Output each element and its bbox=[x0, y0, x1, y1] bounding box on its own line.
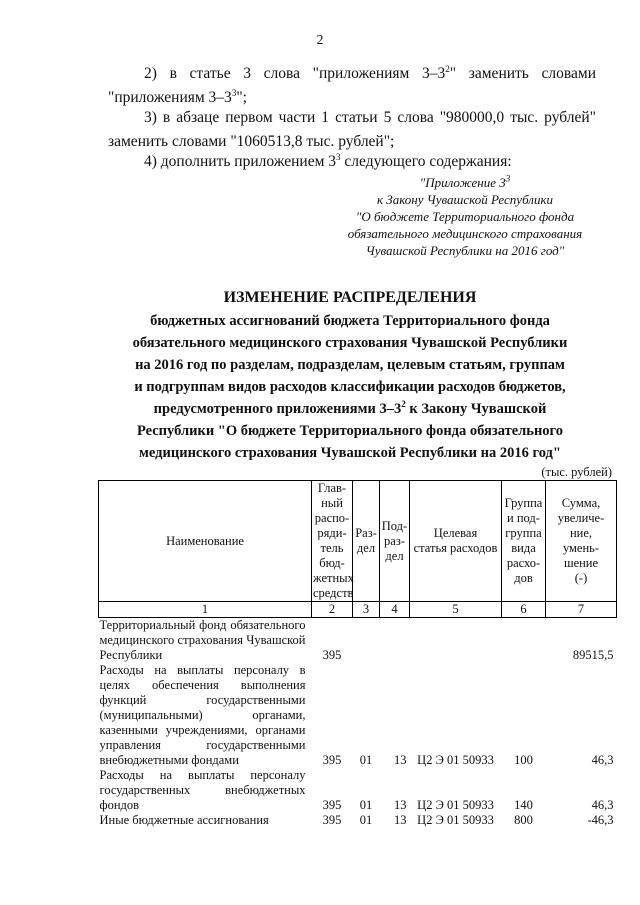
paragraph-amendment-2 bbox=[108, 62, 596, 110]
subtitle-line-4: и подгруппам видов расходов классификации расходов бюджетов, bbox=[134, 379, 566, 395]
amendment-4-text-a: 4) дополнить приложением 3 bbox=[144, 153, 337, 170]
amendment-4-text-b: следующего содержания: bbox=[340, 153, 512, 170]
row-razdel: 01 bbox=[359, 753, 373, 767]
subtitle-line-5-b: к Закону Чувашской bbox=[405, 401, 547, 417]
header-podrazdel-line: дел bbox=[385, 548, 404, 563]
header-name: Наименование bbox=[99, 481, 312, 602]
row-razdel: 01 bbox=[359, 798, 373, 812]
subtitle-line-5 bbox=[100, 398, 600, 420]
column-number: 5 bbox=[410, 602, 502, 618]
header-grbs-line: Глав- bbox=[317, 481, 347, 495]
column-number: 3 bbox=[353, 602, 380, 618]
amendment-2-text-c: "; bbox=[236, 89, 247, 106]
header-grbs-line: ный bbox=[321, 496, 343, 510]
column-number: 4 bbox=[380, 602, 410, 618]
row-name: Расходы на выплаты персоналу в целях обеспечения выполнения функций государственными (муниципальными) органами, казенными учреждениями, органами управления государственными внебюджетными фондами bbox=[99, 663, 306, 767]
appendix-header bbox=[320, 174, 610, 259]
subtitle-line-5-a: предусмотренного приложениями 3–3 bbox=[153, 401, 402, 417]
header-group-line: расхо- bbox=[506, 556, 541, 570]
table-header-row bbox=[99, 481, 617, 602]
subtitle-line-2: обязательного медицинского страхования Чувашской Республики bbox=[132, 335, 568, 351]
amendment-2-text-a: 2) в статье 3 слова "приложениям 3–3 bbox=[144, 65, 446, 82]
row-group: 100 bbox=[514, 753, 533, 767]
document-subtitle bbox=[100, 310, 600, 464]
amendment-4-sup: 3 bbox=[336, 151, 341, 162]
budget-table bbox=[98, 480, 617, 828]
table-row bbox=[99, 618, 617, 664]
header-target bbox=[410, 481, 502, 602]
row-grbs: 395 bbox=[322, 798, 342, 812]
header-sum-line: увеличе- bbox=[557, 511, 605, 525]
table-row bbox=[99, 768, 617, 813]
header-podrazdel-line: Под- bbox=[381, 518, 408, 533]
header-razdel-line: дел bbox=[356, 541, 376, 555]
appendix-line-3: "О бюджете Территориального фонда bbox=[355, 209, 575, 224]
subtitle-line-1: бюджетных ассигнований бюджета Территориального фонда bbox=[150, 313, 550, 329]
column-number: 6 bbox=[502, 602, 546, 618]
amendment-2-sup-1: 2 bbox=[445, 63, 450, 74]
row-podrazdel: 13 bbox=[394, 753, 407, 767]
column-number: 1 bbox=[99, 602, 312, 618]
row-target: Ц2 Э 01 50933 bbox=[417, 813, 494, 827]
header-group-line: группа bbox=[505, 526, 542, 540]
appendix-label: "Приложение 3 bbox=[419, 175, 506, 190]
appendix-line-5: Чувашской Республики на 2016 год" bbox=[365, 243, 565, 258]
header-target-line: статья расходов bbox=[413, 541, 498, 555]
header-sum-line: (-) bbox=[574, 571, 588, 585]
unit-label: (тыс. рублей) bbox=[541, 465, 612, 479]
appendix-label-sup: 3 bbox=[505, 173, 511, 184]
row-group: 140 bbox=[514, 798, 533, 812]
amendment-2-sup-2: 3 bbox=[231, 87, 237, 98]
table-row bbox=[99, 813, 617, 828]
header-sum-line: ние, bbox=[569, 526, 593, 540]
column-number: 7 bbox=[546, 602, 617, 618]
page-number: 2 bbox=[316, 33, 324, 48]
paragraph-amendment-4 bbox=[108, 150, 596, 174]
row-group: 800 bbox=[514, 813, 533, 827]
row-name: Расходы на выплаты персоналу государственных внебюджетных фондов bbox=[99, 768, 306, 812]
header-sum-line: умень- bbox=[562, 541, 600, 555]
header-razdel-line: Раз- bbox=[355, 526, 377, 540]
header-grbs-line: жетных bbox=[313, 571, 354, 585]
header-podrazdel-line: раз- bbox=[384, 533, 405, 548]
header-grbs-line: бюд- bbox=[319, 556, 345, 570]
row-target: Ц2 Э 01 50933 bbox=[417, 753, 494, 767]
header-group-line: дов bbox=[514, 571, 533, 585]
row-group bbox=[502, 618, 546, 664]
row-sum: 46,3 bbox=[591, 798, 614, 812]
header-grbs-line: средств bbox=[313, 586, 354, 600]
appendix-line-1 bbox=[320, 174, 610, 191]
subtitle-line-5-sup: 2 bbox=[401, 399, 406, 410]
header-sum-line: Сумма, bbox=[561, 496, 601, 510]
column-numbers-row bbox=[99, 602, 617, 618]
subtitle-line-6: Республики "О бюджете Территориального фонда обязательного bbox=[136, 423, 564, 439]
header-grbs-line: ряди- bbox=[317, 526, 347, 540]
row-sum: 46,3 bbox=[591, 753, 614, 767]
row-name: Территориальный фонд обязательного медицинского страхования Чувашской Республики bbox=[99, 618, 306, 662]
header-sum-line: шение bbox=[563, 556, 599, 570]
appendix-line-4: обязательного медицинского страхования bbox=[347, 226, 583, 241]
document-title: ИЗМЕНЕНИЕ РАСПРЕДЕЛЕНИЯ bbox=[223, 289, 477, 306]
paragraph-amendment-3: 3) в абзаце первом части 1 статьи 5 слова "980000,0 тыс. рублей" заменить словами "1060513,8 тыс. рублей"; bbox=[108, 109, 596, 150]
row-sum: -46,3 bbox=[587, 813, 614, 827]
row-razdel: 01 bbox=[359, 813, 373, 827]
header-group bbox=[502, 481, 546, 602]
row-podrazdel bbox=[380, 618, 410, 664]
header-target-line: Целевая bbox=[433, 526, 478, 540]
column-number: 2 bbox=[312, 602, 353, 618]
header-grbs-line: тель bbox=[320, 541, 344, 555]
appendix-line-2: к Закону Чувашской Республики bbox=[376, 192, 554, 207]
row-target: Ц2 Э 01 50933 bbox=[417, 798, 494, 812]
header-grbs bbox=[312, 481, 353, 602]
header-podrazdel bbox=[380, 481, 410, 602]
row-podrazdel: 13 bbox=[394, 798, 407, 812]
header-group-line: вида bbox=[511, 541, 536, 555]
amendment-2-text-b: " заменить словами "приложениям 3–3 bbox=[108, 65, 596, 106]
row-podrazdel: 13 bbox=[394, 813, 407, 827]
row-grbs: 395 bbox=[322, 648, 342, 662]
header-group-line: и под- bbox=[507, 511, 540, 525]
row-grbs: 395 bbox=[322, 813, 342, 827]
row-name: Иные бюджетные ассигнования bbox=[99, 813, 269, 827]
header-grbs-line: распо- bbox=[314, 511, 350, 525]
header-sum bbox=[546, 481, 617, 602]
header-group-line: Группа bbox=[504, 496, 543, 510]
row-sum: 89515,5 bbox=[572, 648, 614, 662]
row-grbs: 395 bbox=[322, 753, 342, 767]
row-razdel bbox=[353, 618, 380, 664]
table-row bbox=[99, 663, 617, 768]
header-razdel bbox=[353, 481, 380, 602]
subtitle-line-3: на 2016 год по разделам, подразделам, целевым статьям, группам bbox=[135, 357, 565, 373]
subtitle-line-7: медицинского страхования Чувашской Республики на 2016 год" bbox=[139, 445, 561, 461]
row-target bbox=[410, 618, 502, 664]
